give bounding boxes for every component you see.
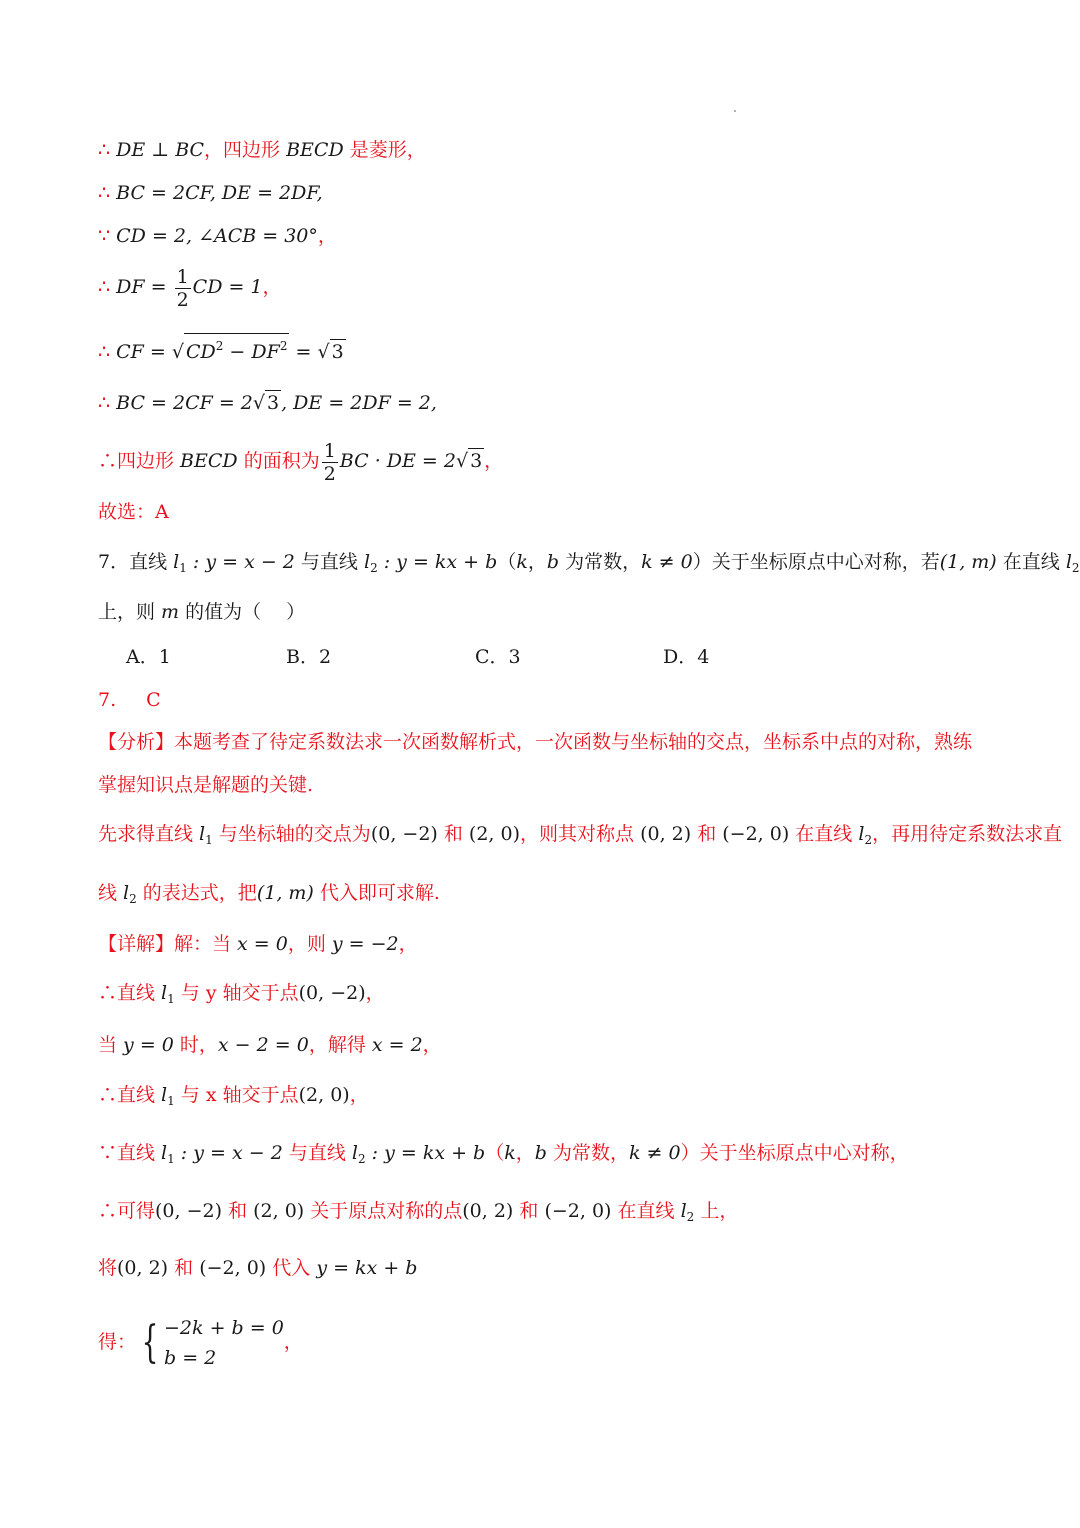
- analysis-line-2: 掌握知识点是解题的关键.: [98, 774, 314, 796]
- stray-dot: [734, 110, 736, 112]
- question-7-stem: 7．直线 $l_1$ : y = x − 2 与直线 $l_2$ : y = kx + b（k，b 为常数，k ≠ 0）关于坐标原点中心对称，若(1, m) 在直线 $l_2$: [98, 551, 1080, 575]
- equation-system: −2k + b = 0 b = 2: [164, 1317, 284, 1369]
- answer-line: 7. C: [98, 689, 161, 711]
- detail-line-8: 得： { −2k + b = 0 b = 2 ，: [98, 1310, 303, 1374]
- option-b: B．2: [286, 646, 332, 668]
- solution-line-5: ∴ CF = √ $CD^2 - DF^2$ = √ 3: [98, 333, 346, 366]
- analysis-line-4: 线 $l_2$ 的表达式，把(1, m) 代入即可求解.: [98, 882, 440, 906]
- choice-answer-line: 故选：A: [98, 501, 169, 523]
- detail-line-7: 将(0, 2) 和 (−2, 0) 代入 y = kx + b: [98, 1257, 418, 1279]
- detail-line-4: ∴直线 $l_1$ 与 x 轴交于点(2, 0)，: [98, 1084, 369, 1108]
- detail-line-3: 当 y = 0 时，x − 2 = 0，解得 x = 2，: [98, 1034, 442, 1056]
- option-d: D．4: [663, 646, 710, 668]
- option-c: C．3: [475, 646, 521, 668]
- fraction-half: $\frac{1}{2}$: [323, 439, 336, 485]
- solution-line-3: ∵ CD = 2, ∠ACB = 30°，: [98, 225, 337, 247]
- solution-line-1: ∴ DE ⊥ BC，四边形 BECD 是菱形，: [98, 139, 426, 161]
- detail-line-2: ∴直线 $l_1$ 与 y 轴交于点(0, −2)，: [98, 982, 385, 1006]
- solution-line-4: ∴ DF = $\frac{1}{2}$ CD = 1，: [98, 265, 282, 311]
- equation-brace: {: [141, 1317, 159, 1368]
- detail-line-5: ∵直线 $l_1$ : y = x − 2 与直线 $l_2$ : y = kx + b（k，b 为常数，k ≠ 0）关于坐标原点中心对称，: [98, 1142, 909, 1166]
- question-7-options: [126, 643, 926, 671]
- analysis-line-3: 先求得直线 $l_1$ 与坐标轴的交点为(0, −2) 和 (2, 0)，则其对称点 (0, 2) 和 (−2, 0) 在直线 $l_2$，再用待定系数法求直: [98, 823, 1063, 847]
- solution-line-7: ∴四边形 BECD 的面积为 $\frac{1}{2}$ BC · DE = 2√ 3 ，: [98, 439, 504, 485]
- solution-line-6: ∴ BC = 2CF = 2√ 3 , DE = 2DF = 2,: [98, 392, 437, 414]
- analysis-line-1: 【分析】本题考查了待定系数法求一次函数解析式，一次函数与坐标轴的交点，坐标系中点的对称，熟练: [98, 731, 973, 753]
- question-7-stem-cont: 上，则 m 的值为（ ）: [98, 601, 306, 623]
- detail-line-6: ∴可得(0, −2) 和 (2, 0) 关于原点对称的点(0, 2) 和 (−2, 0) 在直线 $l_2$ 上，: [98, 1200, 739, 1224]
- option-a: A．1: [126, 646, 171, 668]
- detail-line-1: 【详解】解：当 x = 0，则 y = −2，: [98, 933, 418, 955]
- fraction-half: $\frac{1}{2}$: [176, 265, 189, 311]
- solution-line-2: ∴ BC = 2CF, DE = 2DF,: [98, 182, 323, 204]
